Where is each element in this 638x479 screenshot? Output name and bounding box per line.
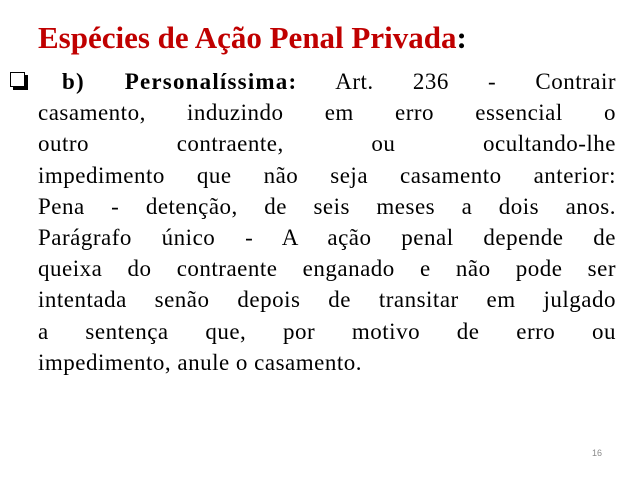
- title-colon: :: [456, 20, 467, 55]
- paragraph-line-text: Art. 236 - Contrair: [335, 69, 617, 94]
- paragraph-line: casamento, induzindo em erro essencial o: [38, 100, 616, 126]
- page-number: 16: [591, 448, 602, 458]
- paragraph-line: Pena - detenção, de seis meses a dois anos.: [38, 193, 616, 219]
- paragraph-line: [38, 66, 616, 97]
- paragraph-line: intentada senão depois de transitar em julgado: [38, 287, 616, 313]
- paragraph-line: impedimento que não seja casamento anterior:: [38, 162, 616, 188]
- title-text: Espécies de Ação Penal Privada: [38, 20, 457, 55]
- paragraph-line: queixa do contraente enganado e não pode ser: [38, 256, 616, 282]
- paragraph-line: impedimento, anule o casamento.: [38, 349, 362, 375]
- paragraph-line: Parágrafo único - A ação penal depende de: [38, 225, 616, 251]
- bullet-paragraph: [38, 66, 616, 378]
- hollow-square-bullet-icon: [10, 72, 25, 87]
- item-label: b) Personalíssima:: [62, 69, 298, 94]
- slide-title: [38, 18, 467, 58]
- paragraph-line: a sentença que, por motivo de erro ou: [38, 318, 616, 344]
- paragraph-line: outro contraente, ou ocultando-lhe: [38, 131, 616, 157]
